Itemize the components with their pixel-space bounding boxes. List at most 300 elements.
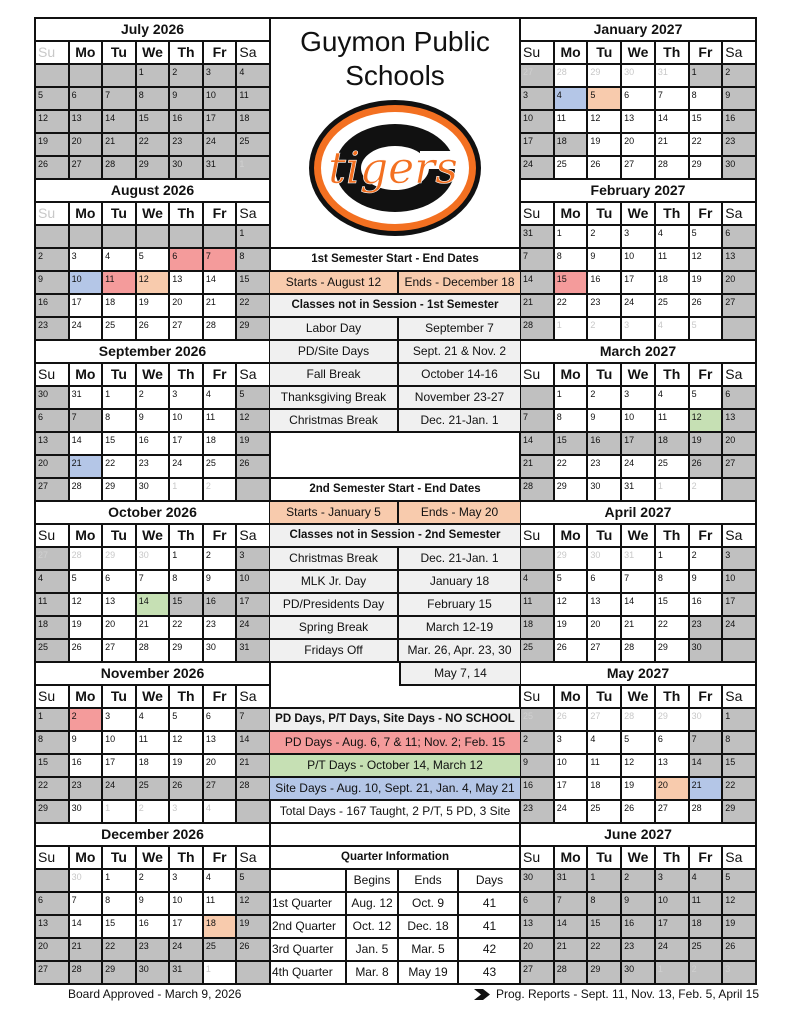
closed-name: Christmas Break <box>270 548 399 571</box>
closed-name: PD/Presidents Day <box>270 594 399 617</box>
day-cell: 16 <box>204 594 238 617</box>
day-cell: 4 <box>103 249 137 272</box>
progress-reports <box>474 987 759 1001</box>
sem2-closed-heading: Classes not in Session - 2nd Semester <box>270 525 520 548</box>
day-cell: 5 <box>170 709 204 732</box>
day-cell: 2 <box>137 387 171 410</box>
day-cell: 15 <box>555 272 589 295</box>
day-cell: 12 <box>170 732 204 755</box>
weekday-header: Th <box>170 203 204 226</box>
day-cell: 16 <box>521 778 555 801</box>
weekday-header: Su <box>36 42 70 65</box>
month-calendar <box>36 824 271 985</box>
month-title: December 2026 <box>36 824 271 847</box>
day-cell: 11 <box>36 594 70 617</box>
day-cell: 23 <box>521 801 555 824</box>
day-cell: 28 <box>237 778 271 801</box>
logo-text: tigers <box>328 143 458 194</box>
weekday-header: Su <box>36 525 70 548</box>
day-cell: 23 <box>622 939 656 962</box>
weekday-header: Mo <box>70 686 104 709</box>
day-cell: 2 <box>70 709 104 732</box>
day-cell: 27 <box>622 157 656 180</box>
day-cell: 11 <box>690 893 724 916</box>
day-cell: 5 <box>237 870 271 893</box>
day-cell: 30 <box>137 479 171 502</box>
day-cell: 28 <box>622 640 656 663</box>
day-cell: 10 <box>622 410 656 433</box>
day-cell: 13 <box>36 433 70 456</box>
day-cell: 1 <box>170 479 204 502</box>
month-title: January 2027 <box>521 19 757 42</box>
day-cell: 7 <box>622 571 656 594</box>
day-cell: 18 <box>204 916 238 939</box>
day-cell: 30 <box>588 479 622 502</box>
day-cell: 19 <box>690 272 724 295</box>
day-cell: 19 <box>137 295 171 318</box>
day-cell <box>103 65 137 88</box>
day-cell: 18 <box>36 617 70 640</box>
weekday-header: We <box>622 42 656 65</box>
day-cell: 25 <box>204 939 238 962</box>
day-cell: 29 <box>555 548 589 571</box>
day-cell: 30 <box>137 548 171 571</box>
day-cell: 7 <box>70 410 104 433</box>
day-cell: 11 <box>656 249 690 272</box>
weekday-header: Fr <box>690 203 724 226</box>
sem1-heading: 1st Semester Start - End Dates <box>270 249 520 272</box>
day-cell: 15 <box>656 594 690 617</box>
day-cell: 4 <box>204 870 238 893</box>
weekday-header: We <box>137 203 171 226</box>
day-cell <box>36 870 70 893</box>
day-cell: 25 <box>521 709 555 732</box>
day-cell: 13 <box>70 111 104 134</box>
weekday-header: Tu <box>103 686 137 709</box>
day-cell: 13 <box>656 755 690 778</box>
day-cell: 31 <box>555 870 589 893</box>
day-cell <box>237 479 271 502</box>
day-cell: 28 <box>521 318 555 341</box>
weekday-header: We <box>137 364 171 387</box>
day-cell: 20 <box>622 134 656 157</box>
day-cell: 10 <box>555 755 589 778</box>
weekday-header: Th <box>656 686 690 709</box>
weekday-header: We <box>622 364 656 387</box>
day-cell: 26 <box>137 318 171 341</box>
weekday-header: Sa <box>723 203 757 226</box>
day-cell: 12 <box>237 893 271 916</box>
weekday-header: Fr <box>690 364 724 387</box>
day-cell: 24 <box>237 617 271 640</box>
day-cell: 17 <box>170 916 204 939</box>
day-cell: 13 <box>103 594 137 617</box>
day-cell: 9 <box>204 571 238 594</box>
month-title: November 2026 <box>36 663 271 686</box>
day-cell: 26 <box>690 295 724 318</box>
day-cell: 22 <box>723 778 757 801</box>
day-cell: 3 <box>204 65 238 88</box>
day-cell: 1 <box>555 318 589 341</box>
day-cell <box>170 226 204 249</box>
day-cell: 19 <box>170 755 204 778</box>
day-cell: 5 <box>555 571 589 594</box>
day-cell: 1 <box>237 226 271 249</box>
day-cell: 24 <box>622 295 656 318</box>
day-cell: 24 <box>204 134 238 157</box>
day-cell: 16 <box>723 111 757 134</box>
quarter-name: 1st Quarter <box>270 893 347 916</box>
day-cell: 1 <box>170 548 204 571</box>
day-cell: 4 <box>555 88 589 111</box>
day-cell: 30 <box>521 870 555 893</box>
day-cell: 7 <box>656 88 690 111</box>
day-cell: 18 <box>521 617 555 640</box>
day-cell: 2 <box>622 870 656 893</box>
closed-date: Dec. 21-Jan. 1 <box>399 548 520 571</box>
day-cell: 26 <box>70 640 104 663</box>
day-cell: 12 <box>588 111 622 134</box>
weekday-header: We <box>137 42 171 65</box>
month-calendar <box>521 824 757 985</box>
day-cell: 9 <box>170 88 204 111</box>
closed-name: PD/Site Days <box>270 341 399 364</box>
closed-date-extra: May 7, 14 <box>399 663 520 686</box>
closed-date: October 14-16 <box>399 364 520 387</box>
day-cell: 23 <box>204 617 238 640</box>
day-cell: 1 <box>555 387 589 410</box>
day-cell: 5 <box>690 318 724 341</box>
weekday-header: Fr <box>690 847 724 870</box>
day-cell: 17 <box>656 916 690 939</box>
day-cell <box>521 548 555 571</box>
month-title: August 2026 <box>36 180 271 203</box>
day-cell: 26 <box>588 157 622 180</box>
day-cell: 18 <box>137 755 171 778</box>
day-cell: 16 <box>137 433 171 456</box>
day-cell: 9 <box>622 893 656 916</box>
day-cell: 25 <box>656 456 690 479</box>
day-cell: 2 <box>170 65 204 88</box>
day-cell: 9 <box>70 732 104 755</box>
day-cell: 7 <box>237 709 271 732</box>
spacer <box>270 433 520 479</box>
day-cell: 5 <box>690 387 724 410</box>
day-cell: 6 <box>36 410 70 433</box>
day-cell: 15 <box>237 272 271 295</box>
day-cell: 2 <box>521 732 555 755</box>
day-cell: 8 <box>36 732 70 755</box>
closed-name: Thanksgiving Break <box>270 387 399 410</box>
day-cell: 7 <box>103 88 137 111</box>
day-cell: 11 <box>521 594 555 617</box>
day-cell: 6 <box>723 387 757 410</box>
day-cell: 14 <box>237 732 271 755</box>
weekday-header: Tu <box>588 42 622 65</box>
day-cell: 1 <box>204 962 238 985</box>
day-cell: 27 <box>170 318 204 341</box>
day-cell: 26 <box>723 939 757 962</box>
school-name <box>270 25 520 93</box>
closed-name: Fall Break <box>270 364 399 387</box>
day-cell: 8 <box>103 893 137 916</box>
quarter-ends: May 19 <box>399 962 459 985</box>
day-cell: 24 <box>170 456 204 479</box>
day-cell: 22 <box>555 295 589 318</box>
closed-date: Sept. 21 & Nov. 2 <box>399 341 520 364</box>
day-cell: 31 <box>656 65 690 88</box>
day-cell: 24 <box>103 778 137 801</box>
day-cell: 12 <box>137 272 171 295</box>
closed-date: November 23-27 <box>399 387 520 410</box>
day-cell: 19 <box>36 134 70 157</box>
day-cell: 23 <box>588 295 622 318</box>
weekday-header: Sa <box>237 525 271 548</box>
day-cell: 10 <box>656 893 690 916</box>
day-cell <box>36 226 70 249</box>
weekday-header: Th <box>656 203 690 226</box>
day-cell: 14 <box>690 755 724 778</box>
day-cell: 19 <box>70 617 104 640</box>
day-cell: 19 <box>622 778 656 801</box>
day-cell: 17 <box>622 433 656 456</box>
day-cell: 20 <box>656 778 690 801</box>
month-calendar <box>521 341 757 502</box>
day-cell: 21 <box>622 617 656 640</box>
day-cell: 7 <box>70 893 104 916</box>
day-cell: 18 <box>656 272 690 295</box>
month-title: September 2026 <box>36 341 271 364</box>
day-cell: 21 <box>690 778 724 801</box>
day-cell: 31 <box>521 226 555 249</box>
day-cell: 23 <box>723 134 757 157</box>
quarter-days: 43 <box>459 962 520 985</box>
day-cell: 14 <box>70 916 104 939</box>
day-cell: 3 <box>622 387 656 410</box>
day-cell <box>237 962 271 985</box>
month-title: February 2027 <box>521 180 757 203</box>
day-cell: 29 <box>555 479 589 502</box>
sem1-end: Ends - December 18 <box>399 272 520 295</box>
day-cell: 14 <box>622 594 656 617</box>
pd-days: PD Days - Aug. 6, 7 & 11; Nov. 2; Feb. 15 <box>270 732 520 755</box>
day-cell: 6 <box>70 88 104 111</box>
day-cell: 1 <box>656 962 690 985</box>
day-cell: 20 <box>36 939 70 962</box>
closed-date: Mar. 26, Apr. 23, 30 <box>399 640 520 663</box>
day-cell: 21 <box>237 755 271 778</box>
day-cell: 23 <box>36 318 70 341</box>
day-cell: 8 <box>170 571 204 594</box>
weekday-header: Sa <box>723 686 757 709</box>
day-cell: 27 <box>36 548 70 571</box>
day-cell: 8 <box>588 893 622 916</box>
day-cell: 15 <box>555 433 589 456</box>
day-cell: 8 <box>723 732 757 755</box>
weekday-header: Th <box>170 364 204 387</box>
day-cell: 8 <box>690 88 724 111</box>
day-cell <box>103 226 137 249</box>
month-calendar <box>36 663 271 824</box>
day-cell: 14 <box>70 433 104 456</box>
day-cell: 29 <box>656 709 690 732</box>
day-cell: 30 <box>137 962 171 985</box>
day-cell: 30 <box>204 640 238 663</box>
day-cell: 29 <box>103 548 137 571</box>
day-cell: 22 <box>137 134 171 157</box>
month-calendar <box>36 180 271 341</box>
day-cell: 31 <box>622 479 656 502</box>
day-cell: 17 <box>70 295 104 318</box>
month-title: October 2026 <box>36 502 271 525</box>
day-cell: 23 <box>690 617 724 640</box>
weekday-header: Th <box>170 42 204 65</box>
day-cell: 3 <box>656 870 690 893</box>
day-cell: 26 <box>690 456 724 479</box>
day-cell: 16 <box>70 755 104 778</box>
quarter-name: 2nd Quarter <box>270 916 347 939</box>
day-cell: 14 <box>656 111 690 134</box>
day-cell: 5 <box>588 88 622 111</box>
day-cell: 9 <box>137 893 171 916</box>
weekday-header: Fr <box>204 686 238 709</box>
day-cell: 19 <box>723 916 757 939</box>
weekday-header: Mo <box>70 525 104 548</box>
day-cell: 1 <box>137 65 171 88</box>
weekday-header: Tu <box>103 203 137 226</box>
day-cell: 3 <box>170 870 204 893</box>
day-cell: 15 <box>103 916 137 939</box>
day-cell: 22 <box>170 617 204 640</box>
weekday-header: Tu <box>588 847 622 870</box>
day-cell <box>237 801 271 824</box>
day-cell: 20 <box>521 939 555 962</box>
day-cell: 24 <box>622 456 656 479</box>
day-cell: 31 <box>70 387 104 410</box>
day-cell: 9 <box>588 249 622 272</box>
day-cell: 28 <box>103 157 137 180</box>
day-cell: 10 <box>170 410 204 433</box>
day-cell: 29 <box>36 801 70 824</box>
day-cell: 14 <box>521 272 555 295</box>
weekday-header: Su <box>36 364 70 387</box>
day-cell: 7 <box>204 249 238 272</box>
weekday-header: Mo <box>70 364 104 387</box>
day-cell: 19 <box>555 617 589 640</box>
day-cell: 24 <box>555 801 589 824</box>
day-cell: 7 <box>521 410 555 433</box>
day-cell: 16 <box>588 433 622 456</box>
day-cell: 26 <box>555 709 589 732</box>
day-cell: 27 <box>521 962 555 985</box>
day-cell: 29 <box>690 157 724 180</box>
quarter-days: 41 <box>459 893 520 916</box>
day-cell <box>36 65 70 88</box>
day-cell: 13 <box>588 594 622 617</box>
weekday-header: Sa <box>237 847 271 870</box>
day-cell: 15 <box>723 755 757 778</box>
day-cell: 22 <box>690 134 724 157</box>
day-cell: 1 <box>103 870 137 893</box>
day-cell: 6 <box>656 732 690 755</box>
weekday-header: Sa <box>723 42 757 65</box>
sem1-closed-heading: Classes not in Session - 1st Semester <box>270 295 520 318</box>
day-cell: 12 <box>723 893 757 916</box>
month-calendar <box>36 19 271 180</box>
day-cell: 3 <box>723 962 757 985</box>
day-cell: 4 <box>137 709 171 732</box>
day-cell: 10 <box>521 111 555 134</box>
day-cell: 31 <box>237 640 271 663</box>
sem1-start: Starts - August 12 <box>270 272 399 295</box>
month-title: April 2027 <box>521 502 757 525</box>
day-cell: 29 <box>103 962 137 985</box>
day-cell: 9 <box>690 571 724 594</box>
day-cell: 12 <box>555 594 589 617</box>
day-cell: 6 <box>723 226 757 249</box>
quarter-ends: Oct. 9 <box>399 893 459 916</box>
day-cell: 7 <box>521 249 555 272</box>
quarter-begins: Jan. 5 <box>347 939 399 962</box>
quarter-col-header: Ends <box>399 870 459 893</box>
month-title: July 2026 <box>36 19 271 42</box>
spacer <box>270 663 399 686</box>
day-cell: 6 <box>103 571 137 594</box>
day-cell: 6 <box>204 709 238 732</box>
day-cell: 28 <box>70 548 104 571</box>
day-cell: 24 <box>656 939 690 962</box>
day-cell: 17 <box>555 778 589 801</box>
day-cell: 21 <box>137 617 171 640</box>
weekday-header: Tu <box>588 203 622 226</box>
day-cell: 23 <box>170 134 204 157</box>
day-cell: 30 <box>690 640 724 663</box>
month-title: March 2027 <box>521 341 757 364</box>
day-cell: 14 <box>137 594 171 617</box>
day-cell: 11 <box>204 410 238 433</box>
day-cell: 9 <box>723 88 757 111</box>
weekday-header: Su <box>521 203 555 226</box>
day-cell: 3 <box>622 318 656 341</box>
day-cell: 10 <box>204 88 238 111</box>
day-cell: 12 <box>36 111 70 134</box>
closed-date: March 12-19 <box>399 617 520 640</box>
day-cell: 3 <box>170 801 204 824</box>
day-cell: 14 <box>204 272 238 295</box>
day-cell: 1 <box>36 709 70 732</box>
day-cell: 28 <box>656 157 690 180</box>
day-cell: 16 <box>588 272 622 295</box>
day-cell: 10 <box>103 732 137 755</box>
day-cell: 23 <box>588 456 622 479</box>
day-cell: 15 <box>588 916 622 939</box>
day-cell: 19 <box>690 433 724 456</box>
month-calendar <box>36 502 271 663</box>
quarter-col-header: Days <box>459 870 520 893</box>
day-cell: 11 <box>204 893 238 916</box>
day-cell: 2 <box>137 870 171 893</box>
weekday-header: Sa <box>237 686 271 709</box>
day-cell <box>70 65 104 88</box>
day-cell: 11 <box>555 111 589 134</box>
weekday-header: Th <box>656 42 690 65</box>
weekday-header: Sa <box>723 847 757 870</box>
weekday-header: Tu <box>588 525 622 548</box>
weekday-header: Mo <box>70 42 104 65</box>
weekday-header: Th <box>170 525 204 548</box>
day-cell: 20 <box>204 755 238 778</box>
day-cell: 26 <box>237 939 271 962</box>
